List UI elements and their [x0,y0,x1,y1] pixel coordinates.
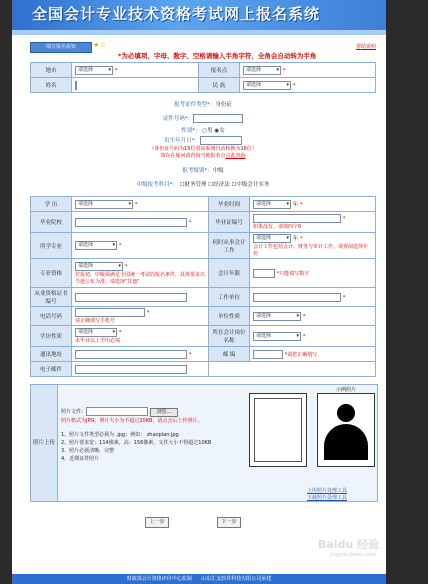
photo-tool-download-link[interactable]: 下载照片处理工具 [306,495,347,501]
level-block [30,166,376,188]
identity-block [30,100,376,159]
gender-label: 性别*： [181,128,201,134]
subject-checkbox[interactable]: ☐ [179,182,185,188]
sample-photo-frame [317,387,375,467]
year-unit: 年 [292,201,299,208]
acc-years-label: 会计年限 [209,259,250,288]
zip-input[interactable] [253,350,283,359]
person-silhouette-icon [337,404,355,422]
required-mark: * [188,219,192,226]
required-notice: *为必填项，字母、数字、空格请输入半角字符，全角会自动转为半角 [118,52,317,60]
star-icon: ★ [93,41,100,49]
name-input[interactable] [75,81,77,90]
unit-type-select[interactable]: 请选择 ▾ [253,312,301,321]
point-label: 报名点 [199,63,240,78]
zip-label: 邮 编 [209,347,250,362]
ethnic-select[interactable]: 请选择 ▾ [243,81,291,90]
edu-label: 学 历 [31,197,72,212]
subject-name: 财务管理 [184,182,207,188]
cert-type-label: 报考证件类型*： [174,102,216,108]
required-mark: * [300,236,303,242]
required-mark: * [300,201,303,208]
required-mark: * [292,82,296,89]
qual-hint: 若报初、中级须满足全国统一考试的报名条件，具体要求以当地公布为准，请选择"其他" [75,271,206,285]
photo-tool-link[interactable]: 上传照片处理工具 [306,488,347,494]
acc-years-input[interactable] [253,269,275,278]
uploaded-photo-frame [249,393,307,467]
subjects-label: 中级报考科目*： [136,182,178,188]
footer-developer: 山东汇友软件科技有限公司承建 [201,576,272,582]
phone-label: 电话号码 [31,307,72,326]
required-mark: * [146,310,150,316]
school-input[interactable] [75,218,187,227]
dept-label: 所在会计岗位名称 [209,326,250,347]
city-select[interactable]: 请选择 ▾ [75,66,113,75]
cert-no-label: 证件号码*： [162,116,194,122]
gender-female-radio[interactable]: ◉ [214,128,220,134]
photo-upload-panel [30,384,378,502]
address-label: 通讯地址 [31,347,72,362]
email-input[interactable] [75,365,187,374]
required-mark: * [282,67,286,74]
grad-year-select[interactable]: 请选择 ▾ [253,200,291,209]
qual-cert-input[interactable] [75,293,187,302]
birth-input[interactable] [200,136,242,145]
workplace-label: 工作单位 [209,288,250,307]
photo-rule: 1、照片文件类型必须为 .jpg；例如： zhaopian.jpg [61,432,179,438]
query-link[interactable]: 点此查询 [225,153,246,159]
address-input[interactable] [75,350,187,359]
birth-label: 出生年月日*： [164,138,200,144]
point-select[interactable]: 请选择 ▾ [243,66,281,75]
cert-no-label: 毕业证编号 [209,212,250,233]
dept-select[interactable]: 请选择 ▾ [253,332,301,341]
year-unit: 年 [292,236,299,242]
photo-rule: 4、近期证件照片 [61,456,100,462]
top-bar [30,41,384,60]
workplace-input[interactable] [253,293,341,302]
gender-male-radio[interactable]: ○ [202,128,208,134]
zip-hint: *请您正确填写 [284,351,318,358]
qual-select[interactable]: 请选择 ▾ [75,262,123,271]
level-value: 中级 [212,168,224,174]
phone-input[interactable] [75,308,145,317]
qual-cert-label: 从业资格证书编号 [31,288,72,307]
required-mark: * [118,243,122,249]
unit-type-label: 单位性质 [209,307,250,326]
qual-label: 专业资格 [31,259,72,288]
registration-notice-button[interactable]: 填写报名须知 [30,42,92,53]
basic-info-table [30,62,376,93]
star-icon: ☆ [100,41,107,49]
required-mark: * [342,216,346,222]
sample-photo-title: 示例照片 [335,387,356,393]
subject-name: 中级会计实务 [236,182,270,188]
footer [12,574,386,584]
prev-step-button[interactable]: 上一步 [145,517,169,528]
subject-checkbox[interactable]: ☐ [208,182,214,188]
acc-years-hint: *只能填写数字 [276,270,310,277]
city-label: 地市 [31,63,72,78]
cert-no-input[interactable] [193,114,243,123]
photo-label: 照片上传 [31,385,58,501]
photo-intro: 照片格式为JPG，照片大小为不超过20KB，请点击后上传照片。 [61,418,203,424]
edu-select[interactable]: 请选择 ▾ [75,200,133,209]
subject-checkbox[interactable]: ☐ [231,182,237,188]
required-mark: * [342,294,346,301]
photo-rule: 3、照片必须清晰、完整 [61,448,115,454]
work-years-label: 何时从事会计工作 [209,233,250,259]
required-mark: * [188,351,192,358]
cert-no-hint: 如果没有，请填四个0 [253,224,302,230]
required-mark: * [118,330,122,336]
phone-hint: 请正确填写手机号 [75,318,116,324]
name-label: 姓名 [31,78,72,93]
cert-type-value: 身份证 [215,102,232,108]
required-mark: * [302,333,306,340]
gender-female-label: 女 [219,128,225,134]
system-title: 全国会计专业技术资格考试网上报名系统 [32,5,321,23]
banner-band [12,30,386,35]
study-hint: 未毕业以上学历必填 [75,338,121,344]
cert-no-input[interactable] [253,214,341,223]
photo-preview [254,398,302,462]
browse-button[interactable]: 浏览... [150,408,179,417]
photo-file-label: 照片文件： [61,409,87,415]
photo-file-input[interactable] [86,407,148,416]
footer-supervisor: 财政部会计资格评价中心监制 [126,576,192,582]
identity-hint-2: 如存在疑问请咨询当地报名点 [160,153,226,159]
required-mark: * [114,67,118,74]
subject-name: 经济法 [213,182,230,188]
required-mark: * [302,313,306,320]
work-years-select[interactable]: 请选择 ▾ [253,234,291,243]
header-banner [12,0,386,30]
email-label: 电子邮件 [31,362,72,377]
next-step-button[interactable]: 下一步 [217,517,241,528]
identity-hint: （身份证号码为15位者由系统自动转换为18位） [149,146,257,152]
baidu-watermark-url: jingyan.baidu.com [330,552,377,558]
registration-page [12,0,386,584]
grad-year-label: 毕业时间 [209,197,250,212]
gender-male-label: 男 [207,128,213,134]
level-label: 报考级别*： [182,168,213,174]
photo-rule: 2、照片要求宽：114像素，高：156像素，文件大小不得超过10KB [61,440,212,446]
major-select[interactable]: 请选择 ▾ [75,241,117,250]
baidu-watermark: Baidu 经验 [318,538,380,551]
required-mark: * [134,201,138,208]
study-type-label: 学历性质 [31,326,72,347]
school-label: 毕业院校 [31,212,72,233]
help-link[interactable]: 帮助说明 [355,44,376,50]
required-mark: * [124,263,128,270]
photo-tool-links [281,487,373,501]
detail-info-table [30,196,376,377]
person-silhouette-body [324,424,368,460]
ethnic-label: 民 族 [199,78,240,93]
photo-instructions [61,407,241,463]
work-hint: 会计工作包括会计、财务与审计工作。请查阅选择年份 [253,244,369,257]
major-label: 所学专业 [31,233,72,259]
study-type-select[interactable]: 请选择 ▾ [75,328,117,337]
